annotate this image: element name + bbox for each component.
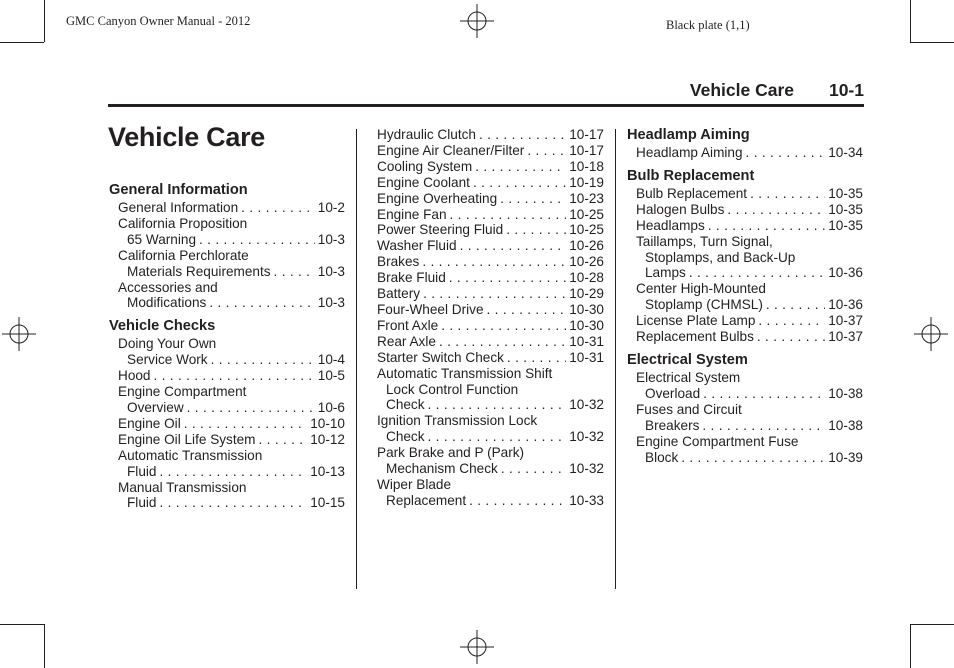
toc-entry-text: Engine Oil	[118, 415, 181, 431]
toc-entry-text: Hood	[118, 368, 151, 384]
page-number: 10-31	[569, 333, 604, 349]
toc-entry-line	[636, 297, 863, 313]
toc-entry-line	[118, 200, 345, 216]
toc-entry[interactable]	[627, 329, 863, 345]
toc-entry-line	[636, 202, 863, 218]
dot-leader	[757, 329, 825, 345]
toc-entry-text: Stoplamp (CHMSL)	[645, 297, 763, 313]
toc-entry[interactable]	[109, 448, 345, 480]
toc-entry-text: Lamps	[645, 265, 686, 281]
dot-leader	[506, 222, 566, 238]
page-number: 10-23	[569, 190, 604, 206]
toc-entry[interactable]	[109, 336, 345, 368]
toc-entry-text: Automatic Transmission	[118, 447, 263, 463]
page-number: 10-36	[828, 265, 863, 281]
page-number: 10-34	[828, 145, 863, 160]
dot-leader	[501, 461, 566, 477]
dot-leader	[500, 191, 566, 207]
toc-entry-text: Fluid	[127, 463, 157, 479]
page-number: 10-32	[569, 429, 604, 445]
dot-leader	[681, 450, 825, 466]
toc-entry-line	[636, 329, 863, 345]
toc-entry-line	[377, 334, 604, 350]
page-number: 10-28	[569, 270, 604, 286]
toc-entry-line	[636, 265, 863, 281]
toc-entry-text: Fuses and Circuit	[636, 401, 742, 417]
dot-leader	[689, 265, 825, 281]
page-number: 10-4	[317, 352, 345, 368]
toc-entry[interactable]	[377, 207, 604, 223]
toc-entry-line	[377, 238, 604, 254]
toc-entry-text: Manual Transmission	[118, 479, 247, 495]
crop-mark	[910, 624, 911, 668]
toc-entry-text: Four-Wheel Drive	[377, 301, 484, 317]
toc-entry-text: Modifications	[127, 295, 207, 311]
running-head-page-number: 10-1	[828, 80, 864, 100]
page-number: 10-38	[828, 385, 863, 401]
toc-entry-text: Power Steering Fluid	[377, 222, 504, 238]
toc-entry-text: Headlamps	[636, 217, 705, 233]
toc-entry-line	[118, 495, 345, 511]
toc-entry-line	[118, 352, 345, 368]
dot-leader	[423, 286, 566, 302]
crop-mark	[910, 0, 911, 42]
toc-entry-line	[377, 318, 604, 334]
toc-entry-text: General Information	[118, 200, 239, 215]
crop-mark	[44, 624, 45, 668]
toc-entry-text: Starter Switch Check	[377, 349, 504, 365]
running-head	[108, 80, 864, 107]
toc-entry[interactable]	[377, 334, 604, 350]
dot-leader	[441, 318, 566, 334]
dot-leader	[159, 464, 307, 480]
toc-column-3	[627, 127, 863, 465]
toc-entry-text: Bulb Replacement	[636, 185, 748, 201]
toc-entry[interactable]	[377, 318, 604, 334]
page-number: 10-3	[317, 231, 345, 247]
toc-entry[interactable]	[627, 234, 863, 282]
dot-leader	[702, 418, 825, 434]
toc-entry-text: License Plate Lamp	[636, 313, 756, 329]
toc-entry-text: Accessories and	[118, 279, 218, 295]
toc-column-1	[109, 182, 345, 511]
toc-entry[interactable]	[377, 238, 604, 254]
toc-entry[interactable]	[377, 350, 604, 366]
toc-entry-text: Check	[386, 397, 425, 413]
page-number: 10-26	[569, 254, 604, 270]
toc-entry-text: Replacement	[386, 492, 467, 508]
toc-entry-text: Hydraulic Clutch	[377, 127, 476, 142]
toc-entry[interactable]	[377, 175, 604, 191]
page-number: 10-39	[828, 449, 863, 465]
dot-leader	[527, 143, 566, 159]
page-number: 10-30	[569, 301, 604, 317]
toc-entry-text: Block	[645, 449, 679, 465]
toc-entry[interactable]	[627, 370, 863, 402]
registration-mark-icon	[460, 4, 494, 38]
page-number: 10-31	[569, 349, 604, 365]
page-number: 10-3	[317, 295, 345, 311]
toc-entry-text: California Proposition	[118, 215, 248, 231]
toc-entry-line	[636, 145, 863, 161]
toc-entry-line	[118, 416, 345, 432]
toc-entry-text: Check	[386, 429, 425, 445]
toc-entry-line	[377, 207, 604, 223]
toc-entry-text: Electrical System	[636, 369, 741, 385]
toc-entry-text: Engine Overheating	[377, 190, 498, 206]
toc-entry[interactable]	[377, 270, 604, 286]
toc-entry-line	[118, 368, 345, 384]
toc-entry-line	[118, 295, 345, 311]
toc-entry[interactable]	[377, 413, 604, 445]
page-number: 10-2	[317, 200, 345, 215]
page-number: 10-33	[569, 492, 604, 508]
page-number: 10-10	[310, 415, 345, 431]
page-number: 10-25	[569, 222, 604, 238]
page-number: 10-25	[569, 206, 604, 222]
dot-leader	[184, 416, 308, 432]
toc-entry-line	[377, 254, 604, 270]
column-divider	[615, 129, 616, 589]
page-number: 10-35	[828, 217, 863, 233]
toc-entry[interactable]	[377, 254, 604, 270]
toc-entry-line	[377, 270, 604, 286]
toc-entry-text: Wiper Blade	[377, 476, 452, 492]
dot-leader	[259, 432, 308, 448]
dot-leader	[479, 127, 566, 143]
toc-entry-text: Mechanism Check	[386, 461, 498, 477]
toc-entry-text: Overview	[127, 399, 184, 415]
page-number: 10-12	[310, 431, 345, 447]
toc-entry-line	[377, 493, 604, 509]
toc-entry-text: Battery	[377, 286, 421, 302]
toc-entry-line	[636, 313, 863, 329]
toc-entry[interactable]	[627, 186, 863, 202]
toc-entry-text: Rear Axle	[377, 333, 436, 349]
toc-entry-text: Engine Coolant	[377, 174, 470, 190]
toc-entry[interactable]	[627, 281, 863, 313]
toc-entry[interactable]	[627, 145, 863, 161]
toc-entry-line	[377, 222, 604, 238]
page-number: 10-29	[569, 286, 604, 302]
toc-entry-text: Fluid	[127, 495, 157, 511]
toc-entry-line	[636, 386, 863, 402]
dot-leader	[708, 218, 825, 234]
dot-leader	[487, 302, 567, 318]
toc-entry-text: Halogen Bulbs	[636, 201, 725, 217]
dot-leader	[450, 207, 567, 223]
toc-entry-text: Lock Control Function	[386, 381, 519, 397]
page-number: 10-5	[317, 368, 345, 384]
toc-entry-line	[377, 397, 604, 413]
page-number: 10-18	[569, 158, 604, 174]
toc-entry-text: Taillamps, Turn Signal,	[636, 233, 773, 249]
crop-mark	[44, 0, 45, 42]
toc-entry-text: Brakes	[377, 254, 420, 270]
page-number: 10-38	[828, 417, 863, 433]
toc-entry-text: Washer Fluid	[377, 238, 457, 254]
toc-entry-text: Headlamp Aiming	[636, 145, 743, 160]
crop-mark	[0, 42, 44, 43]
dot-leader	[475, 159, 566, 175]
toc-entry-text: Replacement Bulbs	[636, 329, 754, 345]
toc-entry-text: California Perchlorate	[118, 247, 249, 263]
toc-entry-line	[377, 302, 604, 318]
toc-entry-line	[636, 450, 863, 466]
dot-leader	[703, 386, 825, 402]
toc-entry-text: Engine Air Cleaner/Filter	[377, 142, 525, 158]
chapter-title: Vehicle Care	[108, 122, 266, 152]
toc-entry[interactable]	[377, 302, 604, 318]
toc-entry-line	[377, 143, 604, 159]
toc-entry[interactable]	[627, 402, 863, 434]
section-heading: General Information	[109, 182, 248, 198]
toc-entry-line	[118, 432, 345, 448]
dot-leader	[758, 313, 825, 329]
toc-entry[interactable]	[109, 368, 345, 384]
plate-label-left: GMC Canyon Owner Manual - 2012	[66, 14, 251, 28]
toc-entry[interactable]	[109, 248, 345, 280]
toc-entry[interactable]	[377, 159, 604, 175]
toc-entry-line	[118, 400, 345, 416]
toc-entry-line	[377, 175, 604, 191]
dot-leader	[199, 232, 315, 248]
running-head-section: Vehicle Care	[689, 80, 794, 100]
page-number: 10-6	[317, 399, 345, 415]
toc-entry-text: Breakers	[645, 417, 700, 433]
toc-entry-text: Engine Compartment Fuse	[636, 433, 799, 449]
page-number: 10-17	[569, 127, 604, 142]
page-number: 10-15	[310, 495, 345, 511]
toc-entry[interactable]	[377, 477, 604, 509]
toc-entry-text: Center High-Mounted	[636, 281, 766, 297]
dot-leader	[422, 254, 566, 270]
toc-entry-text: Automatic Transmission Shift	[377, 365, 553, 381]
dot-leader	[473, 175, 566, 191]
toc-entry-text: Front Axle	[377, 317, 439, 333]
toc-entry-line	[377, 286, 604, 302]
toc-entry-text: Stoplamps, and Back-Up	[645, 249, 796, 265]
toc-entry-line	[377, 350, 604, 366]
toc-entry-line	[636, 186, 863, 202]
toc-entry-text: Engine Compartment	[118, 384, 247, 400]
dot-leader	[154, 368, 315, 384]
toc-entry[interactable]	[109, 384, 345, 416]
crop-mark	[910, 624, 954, 625]
page-number: 10-3	[317, 263, 345, 279]
registration-mark-icon	[2, 317, 36, 351]
dot-leader	[211, 352, 315, 368]
toc-entry[interactable]	[109, 416, 345, 432]
plate-label-right: Black plate (1,1)	[666, 18, 750, 32]
registration-mark-icon	[914, 317, 948, 351]
toc-entry[interactable]	[377, 127, 604, 143]
toc-entry-line	[377, 429, 604, 445]
toc-entry-line	[377, 191, 604, 207]
dot-leader	[159, 495, 307, 511]
section-heading: Bulb Replacement	[627, 167, 755, 184]
toc-entry-text: Brake Fluid	[377, 270, 446, 286]
toc-entry[interactable]	[377, 286, 604, 302]
toc-entry-line	[118, 464, 345, 480]
toc-entry[interactable]	[627, 218, 863, 234]
dot-leader	[428, 429, 567, 445]
page-number: 10-19	[569, 174, 604, 190]
dot-leader	[469, 493, 566, 509]
toc-entry-line	[118, 232, 345, 248]
page-number: 10-17	[569, 142, 604, 158]
toc-entry-text: Materials Requirements	[127, 263, 271, 279]
dot-leader	[241, 200, 315, 216]
page-number: 10-30	[569, 317, 604, 333]
dot-leader	[209, 295, 314, 311]
column-divider	[356, 129, 357, 589]
toc-entry-line	[377, 159, 604, 175]
page-number: 10-36	[828, 297, 863, 313]
dot-leader	[727, 202, 825, 218]
toc-entry-text: Ignition Transmission Lock	[377, 413, 538, 429]
page-number: 10-32	[569, 461, 604, 477]
page-number: 10-37	[828, 313, 863, 329]
dot-leader	[746, 145, 826, 161]
toc-entry[interactable]	[627, 313, 863, 329]
toc-entry[interactable]	[377, 191, 604, 207]
toc-entry[interactable]	[109, 432, 345, 448]
page-number: 10-35	[828, 185, 863, 201]
dot-leader	[507, 350, 566, 366]
toc-entry[interactable]	[627, 434, 863, 466]
toc-entry[interactable]	[627, 202, 863, 218]
registration-mark-icon	[460, 630, 494, 664]
toc-entry[interactable]	[377, 222, 604, 238]
dot-leader	[449, 270, 566, 286]
toc-column-2	[377, 127, 604, 509]
toc-entry[interactable]	[377, 366, 604, 414]
crop-mark	[910, 42, 954, 43]
toc-entry[interactable]	[109, 280, 345, 312]
toc-entry-text: Park Brake and P (Park)	[377, 445, 525, 461]
toc-entry[interactable]	[109, 480, 345, 512]
toc-entry-line	[636, 218, 863, 234]
page-number: 10-13	[310, 463, 345, 479]
dot-leader	[428, 397, 567, 413]
toc-entry[interactable]	[377, 143, 604, 159]
section-heading: Electrical System	[627, 351, 748, 368]
toc-entry-text: Engine Fan	[377, 206, 447, 222]
dot-leader	[766, 297, 825, 313]
toc-entry-line	[118, 264, 345, 280]
dot-leader	[274, 264, 315, 280]
page-number: 10-32	[569, 397, 604, 413]
section-heading: Vehicle Checks	[109, 318, 216, 335]
page-number: 10-37	[828, 329, 863, 345]
toc-entry[interactable]	[109, 200, 345, 216]
toc-entry-text: Doing Your Own	[118, 336, 217, 352]
toc-entry-text: Engine Oil Life System	[118, 431, 256, 447]
section-heading: Headlamp Aiming	[627, 127, 750, 143]
toc-entry-text: 65 Warning	[127, 231, 197, 247]
dot-leader	[750, 186, 825, 202]
page-number: 10-35	[828, 201, 863, 217]
toc-entry-line	[377, 127, 604, 143]
page-number: 10-26	[569, 238, 604, 254]
toc-entry-text: Overload	[645, 385, 701, 401]
crop-mark	[0, 624, 44, 625]
toc-entry-text: Cooling System	[377, 158, 473, 174]
dot-leader	[460, 238, 567, 254]
toc-entry[interactable]	[377, 445, 604, 477]
toc-entry-text: Service Work	[127, 352, 208, 368]
dot-leader	[439, 334, 566, 350]
toc-entry[interactable]	[109, 216, 345, 248]
toc-entry-line	[636, 418, 863, 434]
toc-entry-line	[377, 461, 604, 477]
dot-leader	[187, 400, 315, 416]
